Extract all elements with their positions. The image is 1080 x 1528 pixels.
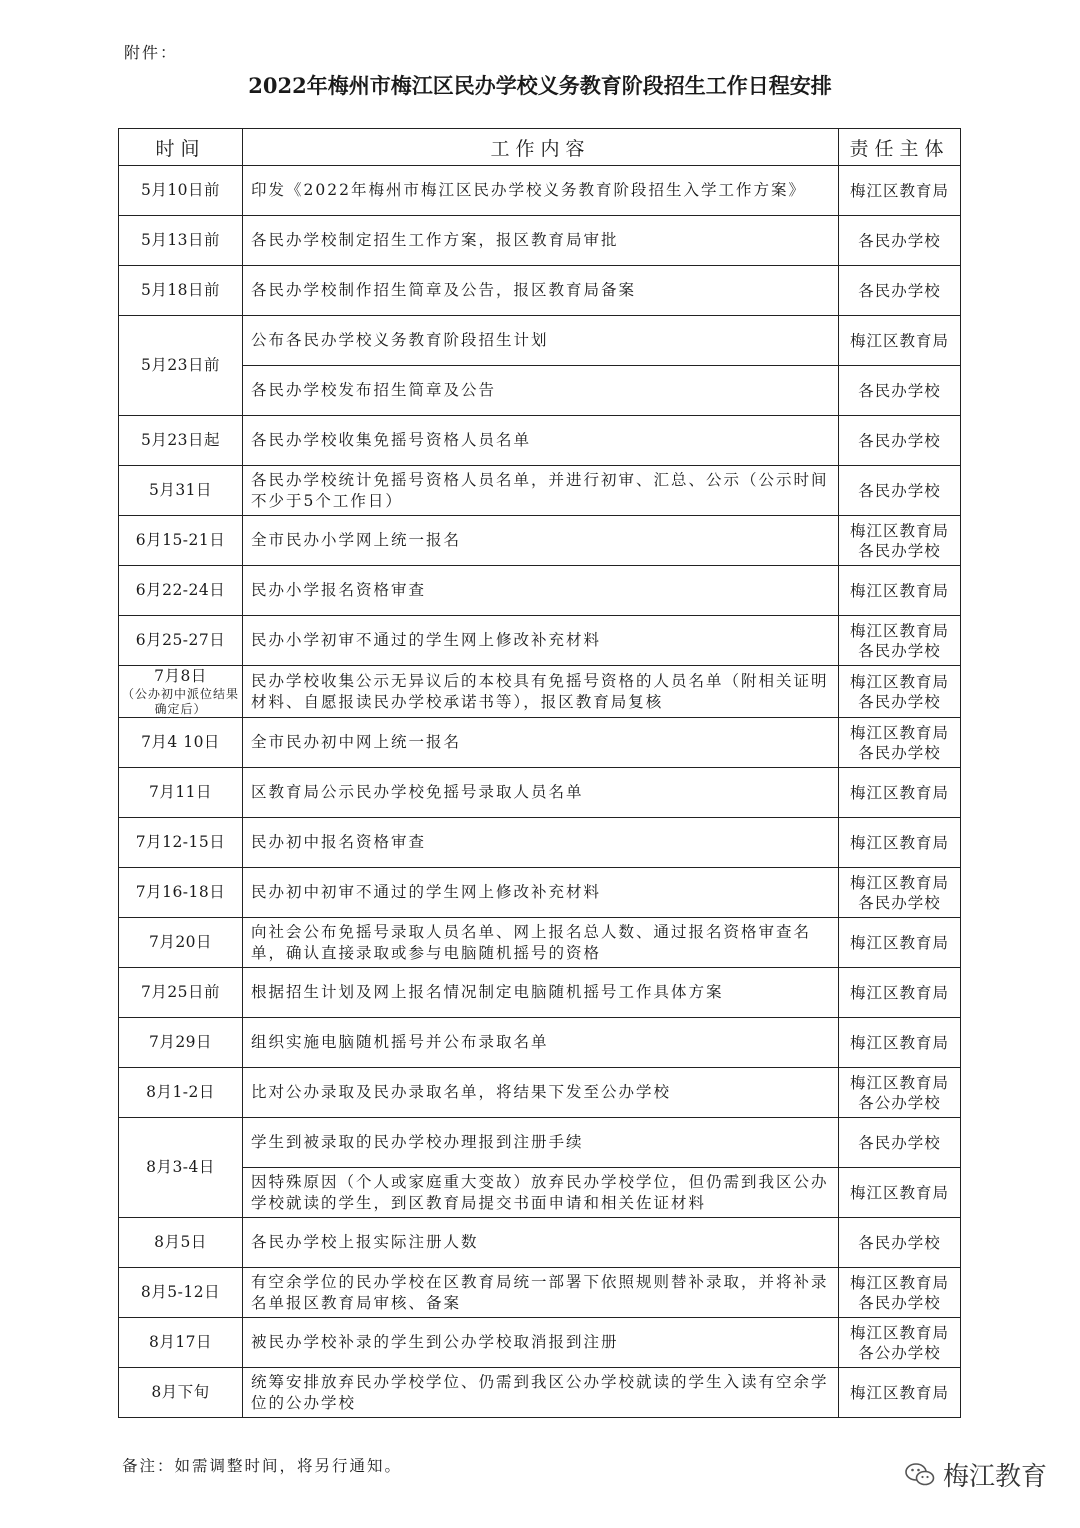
owner-cell: 各民办学校	[839, 266, 961, 316]
time-cell: 6月22-24日	[119, 566, 243, 616]
time-cell: 8月下旬	[119, 1368, 243, 1418]
wechat-icon	[905, 1462, 935, 1488]
task-cell: 全市民办初中网上统一报名	[243, 718, 839, 768]
task-cell: 各民办学校制作招生简章及公告，报区教育局备案	[243, 266, 839, 316]
task-cell: 根据招生计划及网上报名情况制定电脑随机摇号工作具体方案	[243, 968, 839, 1018]
owner-cell: 梅江区教育局	[839, 1018, 961, 1068]
table-row	[119, 918, 961, 968]
task-cell: 民办小学报名资格审查	[243, 566, 839, 616]
owner-cell: 梅江区教育局 各公办学校	[839, 1068, 961, 1118]
owner-cell: 梅江区教育局 各民办学校	[839, 718, 961, 768]
time-cell: 8月1-2日	[119, 1068, 243, 1118]
time-cell: 7月8日 （公办初中派位结果确定后）	[119, 666, 243, 718]
watermark-text: 梅江教育	[943, 1462, 1048, 1492]
owner-cell: 梅江区教育局	[839, 768, 961, 818]
time-cell: 5月31日	[119, 466, 243, 516]
owner-cell: 梅江区教育局 各民办学校	[839, 666, 961, 718]
task-cell: 全市民办小学网上统一报名	[243, 516, 839, 566]
time-note: （公办初中派位结果确定后）	[121, 687, 239, 716]
time-cell: 8月5日	[119, 1218, 243, 1268]
owner-cell: 梅江区教育局	[839, 818, 961, 868]
task-cell: 被民办学校补录的学生到公办学校取消报到注册	[243, 1318, 839, 1368]
task-cell: 各民办学校制定招生工作方案，报区教育局审批	[243, 216, 839, 266]
owner-cell: 各民办学校	[839, 216, 961, 266]
time-cell: 7月11日	[119, 768, 243, 818]
task-cell: 比对公办录取及民办录取名单，将结果下发至公办学校	[243, 1068, 839, 1118]
annex-label: 附件：	[124, 43, 179, 62]
table-row	[119, 416, 961, 466]
owner-cell: 梅江区教育局 各公办学校	[839, 1318, 961, 1368]
header-owner: 责任主体	[839, 129, 961, 166]
table-row	[119, 968, 961, 1018]
time-cell: 7月29日	[119, 1018, 243, 1068]
task-cell: 民办初中初审不通过的学生网上修改补充材料	[243, 868, 839, 918]
table-row	[119, 166, 961, 216]
owner-cell: 梅江区教育局	[839, 1368, 961, 1418]
time-cell: 5月10日前	[119, 166, 243, 216]
header-task: 工作内容	[243, 129, 839, 166]
table-row	[119, 666, 961, 718]
schedule-table	[118, 128, 961, 1418]
table-row	[119, 818, 961, 868]
header-time: 时间	[119, 129, 243, 166]
owner-cell: 梅江区教育局	[839, 918, 961, 968]
footnote: 备注：如需调整时间，将另行通知。	[122, 1457, 403, 1475]
table-row	[119, 516, 961, 566]
time-cell: 6月25-27日	[119, 616, 243, 666]
table-row	[119, 1218, 961, 1268]
time-cell: 7月20日	[119, 918, 243, 968]
table-row	[119, 616, 961, 666]
task-cell: 组织实施电脑随机摇号并公布录取名单	[243, 1018, 839, 1068]
task-cell: 统筹安排放弃民办学校学位、仍需到我区公办学校就读的学生入读有空余学位的公办学校	[243, 1368, 839, 1418]
table-row	[119, 1168, 961, 1218]
task-cell: 各民办学校统计免摇号资格人员名单，并进行初审、汇总、公示（公示时间不少于5个工作日）	[243, 466, 839, 516]
time-cell: 6月15-21日	[119, 516, 243, 566]
owner-cell: 各民办学校	[839, 1218, 961, 1268]
task-cell: 公布各民办学校义务教育阶段招生计划	[243, 316, 839, 366]
owner-cell: 梅江区教育局	[839, 316, 961, 366]
table-row	[119, 1368, 961, 1418]
owner-cell: 各民办学校	[839, 1118, 961, 1168]
time-cell: 5月23日起	[119, 416, 243, 466]
owner-cell: 各民办学校	[839, 416, 961, 466]
table-row	[119, 366, 961, 416]
task-cell: 民办学校收集公示无异议后的本校具有免摇号资格的人员名单（附相关证明材料、自愿报读民办学校承诺书等），报区教育局复核	[243, 666, 839, 718]
watermark	[905, 1456, 1047, 1493]
owner-cell: 梅江区教育局 各民办学校	[839, 616, 961, 666]
task-cell: 各民办学校发布招生简章及公告	[243, 366, 839, 416]
owner-cell: 梅江区教育局 各民办学校	[839, 1268, 961, 1318]
time-cell: 8月17日	[119, 1318, 243, 1368]
table-row	[119, 266, 961, 316]
owner-cell: 梅江区教育局	[839, 1168, 961, 1218]
table-row	[119, 868, 961, 918]
table-row	[119, 1268, 961, 1318]
table-row	[119, 466, 961, 516]
table-row	[119, 1068, 961, 1118]
task-cell: 各民办学校上报实际注册人数	[243, 1218, 839, 1268]
task-cell: 民办初中报名资格审查	[243, 818, 839, 868]
task-cell: 有空余学位的民办学校在区教育局统一部署下依照规则替补录取，并将补录名单报区教育局审核、备案	[243, 1268, 839, 1318]
owner-cell: 梅江区教育局	[839, 968, 961, 1018]
owner-cell: 梅江区教育局 各民办学校	[839, 516, 961, 566]
owner-cell: 梅江区教育局	[839, 166, 961, 216]
time-cell: 5月18日前	[119, 266, 243, 316]
table-row	[119, 1118, 961, 1168]
table-row	[119, 1318, 961, 1368]
document-title: 2022年梅州市梅江区民办学校义务教育阶段招生工作日程安排	[248, 73, 832, 98]
time-cell: 7月16-18日	[119, 868, 243, 918]
task-cell: 向社会公布免摇号录取人员名单、网上报名总人数、通过报名资格审查名单，确认直接录取或参与电脑随机摇号的资格	[243, 918, 839, 968]
task-cell: 印发《2022年梅州市梅江区民办学校义务教育阶段招生入学工作方案》	[243, 166, 839, 216]
table-header-row	[119, 129, 961, 166]
owner-cell: 各民办学校	[839, 466, 961, 516]
time-cell: 8月5-12日	[119, 1268, 243, 1318]
time-cell: 7月4 10日	[119, 718, 243, 768]
table-row	[119, 566, 961, 616]
time-cell: 7月25日前	[119, 968, 243, 1018]
table-row	[119, 1018, 961, 1068]
task-cell: 各民办学校收集免摇号资格人员名单	[243, 416, 839, 466]
time-cell: 8月3-4日	[119, 1118, 243, 1218]
owner-cell: 梅江区教育局	[839, 566, 961, 616]
time-cell: 7月12-15日	[119, 818, 243, 868]
table-row	[119, 216, 961, 266]
task-cell: 因特殊原因（个人或家庭重大变故）放弃民办学校学位，但仍需到我区公办学校就读的学生，到区教育局提交书面申请和相关佐证材料	[243, 1168, 839, 1218]
time-cell: 5月23日前	[119, 316, 243, 416]
table-row	[119, 718, 961, 768]
time-cell: 5月13日前	[119, 216, 243, 266]
task-cell: 学生到被录取的民办学校办理报到注册手续	[243, 1118, 839, 1168]
owner-cell: 梅江区教育局 各民办学校	[839, 868, 961, 918]
table-row	[119, 316, 961, 366]
owner-cell: 各民办学校	[839, 366, 961, 416]
task-cell: 区教育局公示民办学校免摇号录取人员名单	[243, 768, 839, 818]
task-cell: 民办小学初审不通过的学生网上修改补充材料	[243, 616, 839, 666]
table-row	[119, 768, 961, 818]
